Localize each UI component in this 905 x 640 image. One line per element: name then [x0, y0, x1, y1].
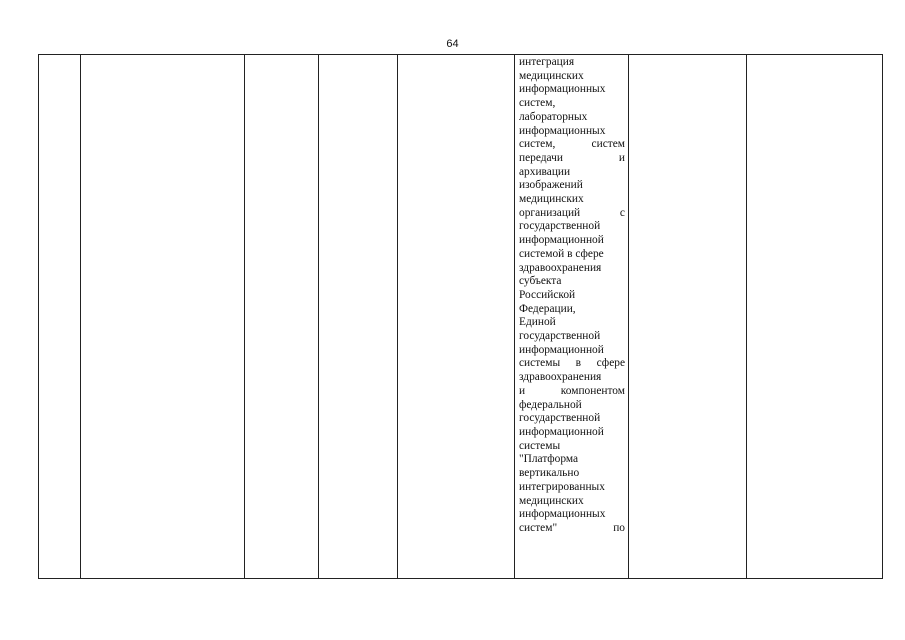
cell-line: систем, систем: [519, 138, 625, 151]
cell-line: Единой: [519, 316, 556, 329]
cell-line: передачи и: [519, 151, 625, 164]
column-divider: [318, 55, 319, 578]
cell-line: информационной: [519, 425, 604, 438]
cell-line: информационных: [519, 508, 606, 521]
cell-line: информационных: [519, 83, 606, 96]
cell-line: Федерации,: [519, 302, 576, 315]
cell-line: государственной: [519, 412, 601, 425]
cell-line: медицинских: [519, 494, 584, 507]
column-divider: [746, 55, 747, 578]
cell-line: систем" по: [519, 521, 625, 534]
cell-line: интегрированных: [519, 480, 605, 493]
cell-line: субъекта: [519, 275, 562, 288]
column-divider: [628, 55, 629, 578]
cell-line: систем,: [519, 97, 556, 110]
cell-line: организаций с: [519, 206, 625, 219]
column-divider: [397, 55, 398, 578]
column-divider: [514, 55, 515, 578]
table-frame: [38, 54, 883, 579]
table-cell-description: [519, 56, 625, 536]
column-divider: [80, 55, 81, 578]
cell-line: информационных: [519, 124, 606, 137]
cell-line: медицинских: [519, 69, 584, 82]
cell-line: изображений: [519, 179, 583, 192]
column-divider: [244, 55, 245, 578]
cell-line: системы: [519, 439, 561, 452]
cell-line: архивации: [519, 165, 571, 178]
cell-line: системой в сфере: [519, 247, 604, 260]
page-number: 64: [446, 38, 459, 50]
cell-line: информационной: [519, 343, 604, 356]
cell-line: вертикально: [519, 467, 580, 480]
cell-line: Российской: [519, 288, 576, 301]
cell-line: системы в сфере: [519, 357, 625, 370]
cell-line: здравоохранения: [519, 371, 602, 384]
cell-line: государственной: [519, 220, 601, 233]
cell-line: интеграция: [519, 56, 575, 68]
cell-line: и компонентом: [519, 384, 625, 397]
cell-line: информационной: [519, 234, 604, 247]
cell-line: федеральной: [519, 398, 582, 411]
cell-line: государственной: [519, 330, 601, 343]
cell-line: медицинских: [519, 193, 584, 206]
cell-line: "Платформа: [519, 453, 579, 466]
cell-line: лабораторных: [519, 110, 588, 123]
cell-line: здравоохранения: [519, 261, 602, 274]
